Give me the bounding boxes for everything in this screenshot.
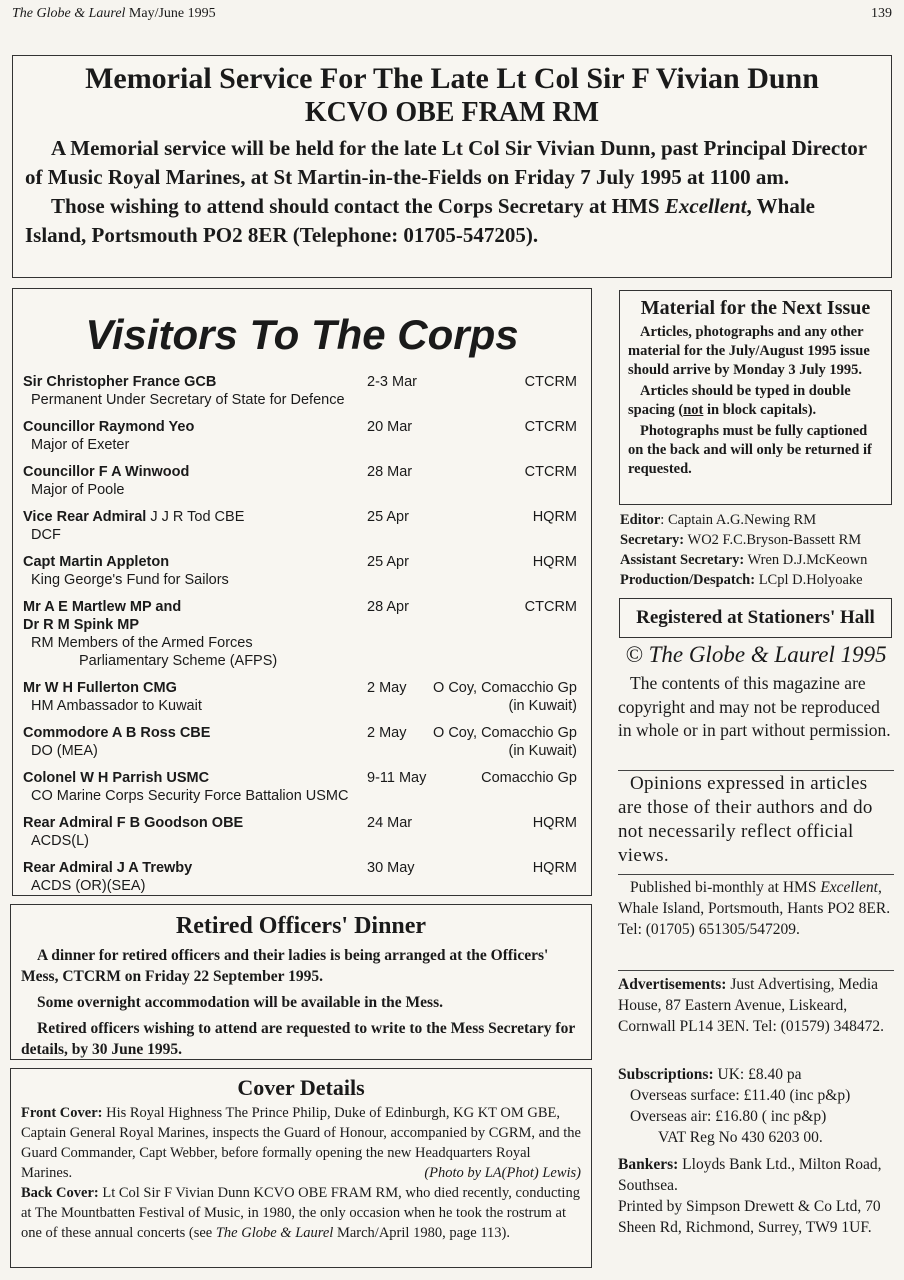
memorial-notice (12, 55, 892, 278)
visitor-name: Rear Admiral F B Goodson OBE (23, 815, 244, 831)
visitor-role: Major of Poole (31, 482, 125, 498)
visitor-row (23, 373, 581, 409)
visit-date: 28 Apr (367, 599, 409, 615)
visit-unit: HQRM (532, 509, 577, 525)
visit-date: 9-11 May (367, 770, 427, 786)
visitor-role-2: Parliamentary Scheme (AFPS) (79, 653, 278, 669)
divider (618, 770, 894, 771)
staff-production: Production/Despatch: LCpl D.Holyoake (620, 572, 863, 588)
visit-date: 2-3 Mar (367, 374, 417, 390)
published-text: Published bi-monthly at HMS Excellent, Whale Island, Portsmouth, Hants PO2 8ER. Tel: (01705) 651305/547209. (618, 879, 891, 938)
visitor-role: HM Ambassador to Kuwait (31, 698, 202, 714)
printer-text: Printed by Simpson Drewett & Co Ltd, 70 Sheen Rd, Richmond, Surrey, TW9 1UF. (618, 1198, 881, 1236)
next-issue-box (619, 290, 892, 505)
visit-unit: Comacchio Gp (481, 770, 577, 786)
staff-assistant-secretary: Assistant Secretary: Wren D.J.McKeown (620, 552, 868, 568)
memorial-para-1: A Memorial service will be held for the late Lt Col Sir Vivian Dunn, past Principal Director of Music Royal Marines, at St Martin-in-the-Fields on Friday 7 July 1995 at 1100 am. (25, 136, 867, 189)
front-cover-text: Front Cover: His Royal Highness The Prince Philip, Duke of Edinburgh, KG KT OM GBE, Captain General Royal Marines, inspects the Guard of Honour, accompanied by CGRM, and the Guard Commander, Capt Webber, before formally opening the new Headquarters Royal Marines. (Photo by LA(Phot) Lewis) (21, 1105, 581, 1181)
divider (618, 970, 894, 971)
subscriptions-text: Subscriptions: UK: £8.40 pa Overseas surface: £11.40 (inc p&p) Overseas air: £16.80 ( inc p&p) VAT Reg No 430 6203 00. (618, 1064, 894, 1148)
visit-unit: CTCRM (524, 419, 577, 435)
visit-unit: O Coy, Comacchio Gp (in Kuwait) (433, 725, 577, 759)
visitor-name: Councillor Raymond Yeo (23, 419, 195, 435)
visit-unit: CTCRM (524, 599, 577, 615)
visitor-row (23, 598, 581, 670)
visitor-role: DO (MEA) (31, 743, 98, 759)
visitor-role: ACDS (OR)(SEA) (31, 878, 146, 894)
emphasis-not: not (683, 402, 704, 418)
next-issue-para-3: Photographs must be fully captioned on the back and will only be returned if requested. (628, 423, 872, 477)
magazine-ref: The Globe & Laurel (215, 1225, 334, 1241)
visitor-name: Capt Martin Appleton (23, 554, 170, 570)
retired-para-2: Some overnight accommodation will be available in the Mess. (37, 994, 443, 1011)
visit-unit: HQRM (532, 554, 577, 570)
visitor-name: Vice Rear Admiral J J R Tod CBE (23, 509, 245, 525)
visitor-role: CO Marine Corps Security Force Battalion USMC (31, 788, 349, 804)
memorial-subtitle: KCVO OBE FRAM RM (304, 97, 600, 128)
back-cover-text: Back Cover: Lt Col Sir F Vivian Dunn KCVO OBE FRAM RM, who died recently, conducting at The Mountbatten Festival of Music, in 1980, the only occasion when he took the rostrum at one of these annual concerts (see The Globe & Laurel March/April 1980, page 113). (21, 1185, 580, 1241)
visit-date: 2 May (367, 725, 407, 741)
visitor-name: Mr A E Martlew MP and (23, 599, 182, 615)
visit-unit: CTCRM (524, 374, 577, 390)
page-header (12, 6, 892, 26)
visitor-name: Colonel W H Parrish USMC (23, 770, 210, 786)
visitor-name: Mr W H Fullerton CMG (23, 680, 177, 696)
bankers-text: Bankers: Lloyds Bank Ltd., Milton Road, Southsea. (618, 1156, 882, 1194)
visitor-name: Rear Admiral J A Trewby (23, 860, 193, 876)
ship-name: Excellent (664, 194, 747, 218)
visitor-row (23, 553, 581, 589)
copyright-title: © The Globe & Laurel 1995 (625, 642, 887, 667)
visitor-name: Commodore A B Ross CBE (23, 725, 211, 741)
memorial-para-2-start: Those wishing to attend should contact the Corps Secretary at HMS (51, 194, 665, 218)
visitor-role: King George's Fund for Sailors (31, 572, 229, 588)
subs-surface: Overseas surface: £11.40 (inc p&p) (630, 1087, 851, 1104)
staff-secretary: Secretary: WO2 F.C.Bryson-Bassett RM (620, 532, 862, 548)
advertisements-text: Advertisements: Just Advertising, Media House, 87 Eastern Avenue, Liskeard, Cornwall PL14 3EN. Tel: (01579) 348472. (618, 976, 884, 1035)
visitor-row (23, 814, 581, 850)
retired-para-1: A dinner for retired officers and their ladies is being arranged at the Officers' Mess, CTCRM on Friday 22 September 1995. (21, 947, 549, 985)
next-issue-para-1: Articles, photographs and any other material for the July/August 1995 issue should arrive by Monday 3 July 1995. (628, 324, 870, 378)
visitor-name: Sir Christopher France GCB (23, 374, 217, 390)
visitor-row (23, 859, 581, 895)
visitor-row (23, 724, 581, 760)
visitor-row (23, 769, 581, 805)
staff-editor: Editor: Captain A.G.Newing RM (620, 512, 817, 528)
ship-name: Excellent (820, 879, 878, 896)
visitor-role: Permanent Under Secretary of State for Defence (31, 392, 345, 408)
visit-date: 28 Mar (367, 464, 413, 480)
visitor-row (23, 418, 581, 454)
registered-box (619, 598, 892, 638)
visitor-row (23, 508, 581, 544)
memorial-para-2 (25, 192, 879, 250)
cover-title: Cover Details (237, 1075, 365, 1100)
visit-unit: CTCRM (524, 464, 577, 480)
cover-details-box (10, 1068, 592, 1268)
next-issue-title: Material for the Next Issue (640, 297, 871, 319)
retired-officers-box (10, 904, 592, 1060)
visit-unit: HQRM (532, 860, 577, 876)
subs-air: Overseas air: £16.80 ( inc p&p) (630, 1108, 827, 1125)
visitor-role: DCF (31, 527, 61, 543)
back-cover-label: Back Cover: (21, 1185, 99, 1201)
visitor-role: Major of Exeter (31, 437, 130, 453)
visit-date: 25 Apr (367, 509, 409, 525)
page-number: 139 (871, 6, 892, 21)
issue-date: May/June 1995 (128, 6, 216, 21)
opinions-text: Opinions expressed in articles are those of their authors and do not necessarily reflect official views. (618, 773, 873, 866)
visitor-name-2: Dr R M Spink MP (23, 617, 140, 633)
visitor-row (23, 463, 581, 499)
visitors-title: Visitors To The Corps (85, 311, 519, 358)
staff-list (620, 510, 892, 590)
magazine-name: The Globe & Laurel (12, 6, 126, 21)
visit-date: 24 Mar (367, 815, 413, 831)
visit-unit: O Coy, Comacchio Gp (in Kuwait) (433, 680, 577, 714)
front-cover-label: Front Cover: (21, 1105, 103, 1121)
visitor-role: RM Members of the Armed Forces (31, 635, 253, 651)
copyright-text: The contents of this magazine are copyright and may not be reproduced in whole or in part without permission. (618, 673, 891, 740)
visit-unit: HQRM (532, 815, 577, 831)
divider (618, 874, 894, 875)
running-head (12, 6, 216, 22)
published-tel: Tel: (01705) 651305/547209. (618, 921, 800, 938)
retired-title: Retired Officers' Dinner (175, 913, 427, 939)
retired-para-3: Retired officers wishing to attend are requested to write to the Mess Secretary for details, by 30 June 1995. (21, 1020, 575, 1058)
visit-date: 2 May (367, 680, 407, 696)
visitor-row (23, 679, 581, 715)
vat-reg: VAT Reg No 430 6203 00. (658, 1129, 823, 1146)
visit-date: 20 Mar (367, 419, 413, 435)
next-issue-para-2: Articles should be typed in double spacing (not in block capitals). (628, 383, 851, 418)
photo-credit: (Photo by LA(Phot) Lewis) (424, 1165, 581, 1181)
visit-date: 30 May (367, 860, 415, 876)
visitor-name: Councillor F A Winwood (23, 464, 190, 480)
visitors-box (12, 288, 592, 896)
memorial-para-2-end: , Whale Island, Portsmouth PO2 8ER (Telephone: 01705-547205). (25, 194, 815, 247)
visit-date: 25 Apr (367, 554, 409, 570)
memorial-title: Memorial Service For The Late Lt Col Sir F Vivian Dunn (85, 62, 819, 95)
registered-text: Registered at Stationers' Hall (636, 607, 875, 628)
visitor-role: ACDS(L) (31, 833, 90, 849)
